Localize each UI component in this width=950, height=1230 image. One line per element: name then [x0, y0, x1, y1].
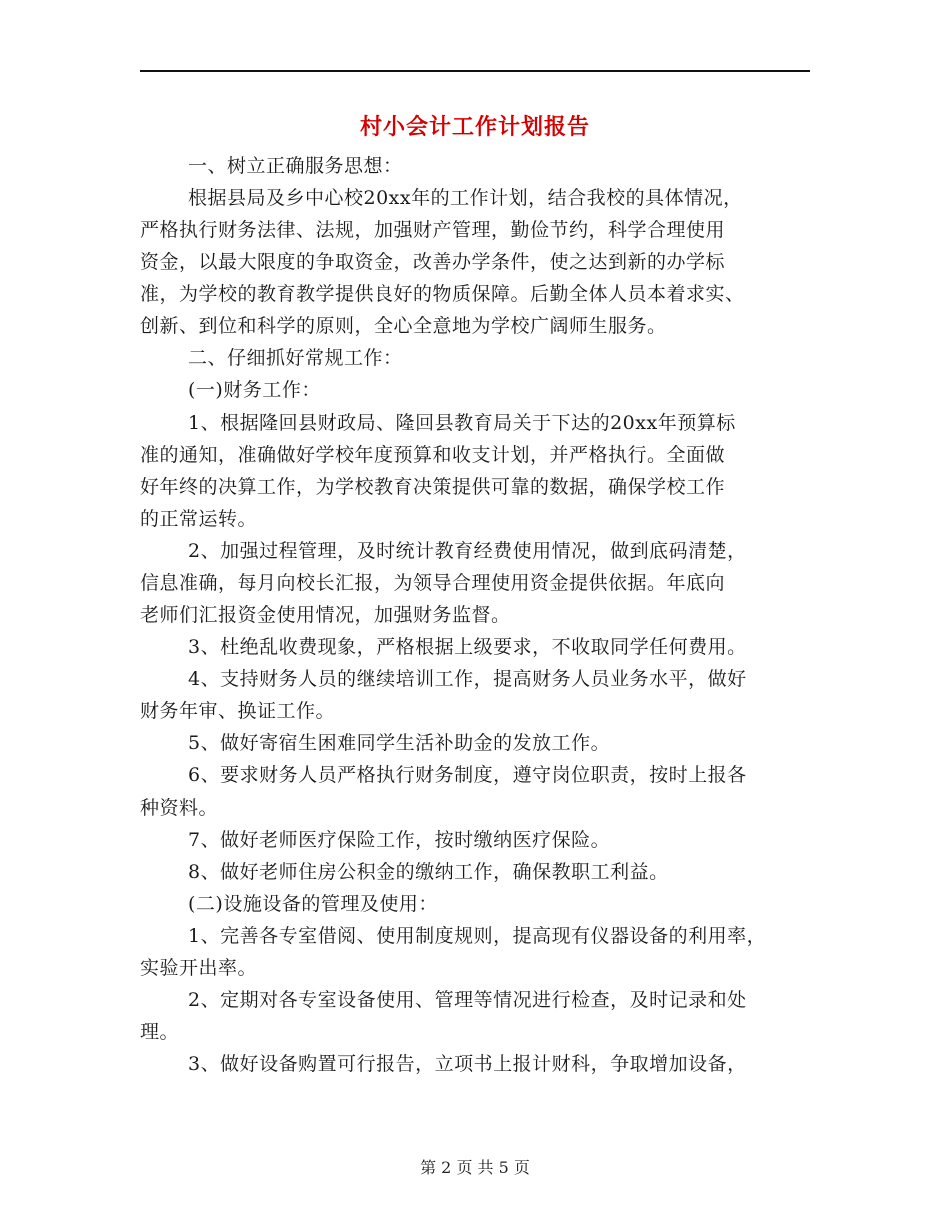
paragraph-line: 二、仔细抓好常规工作：: [188, 347, 403, 369]
paragraph-line: 财务年审、换证工作。: [140, 700, 336, 722]
paragraph-line: 4、支持财务人员的继续培训工作，提高财务人员业务水平，做好: [188, 668, 747, 690]
paragraph-line: 根据县局及乡中心校20xx年的工作计划，结合我校的具体情况，: [188, 187, 743, 209]
paragraph-line: 严格执行财务法律、法规，加强财产管理，勤俭节约，科学合理使用: [140, 219, 726, 241]
paragraph-line: (二)设施设备的管理及使用：: [188, 893, 438, 915]
header-rule: [140, 70, 810, 72]
paragraph-line: 准的通知，准确做好学校年度预算和收支计划，并严格执行。全面做: [140, 444, 726, 466]
paragraph-line: 5、做好寄宿生困难同学生活补助金的发放工作。: [188, 732, 611, 754]
paragraph-line: (一)财务工作：: [188, 379, 321, 401]
paragraph-line: 理。: [140, 1021, 180, 1043]
paragraph-line: 准，为学校的教育教学提供良好的物质保障。后勤全体人员本着求实、: [140, 283, 745, 305]
paragraph-line: 的正常运转。: [140, 508, 258, 530]
paragraph-line: 种资料。: [140, 797, 219, 819]
paragraph-line: 好年终的决算工作，为学校教育决策提供可靠的数据，确保学校工作: [140, 476, 726, 498]
document-title: 村小会计工作计划报告: [359, 115, 590, 140]
paragraph-line: 2、定期对各专室设备使用、管理等情况进行检查，及时记录和处: [188, 989, 747, 1011]
paragraph-line: 3、杜绝乱收费现象，严格根据上级要求，不收取同学任何费用。: [188, 636, 747, 658]
paragraph-line: 老师们汇报资金使用情况，加强财务监督。: [140, 604, 511, 626]
paragraph-line: 创新、到位和科学的原则，全心全意地为学校广阔师生服务。: [140, 315, 667, 337]
paragraph-line: 6、要求财务人员严格执行财务制度，遵守岗位职责，按时上报各: [188, 764, 747, 786]
paragraph-line: 1、根据隆回县财政局、隆回县教育局关于下达的20xx年预算标: [188, 412, 736, 434]
paragraph-line: 一、树立正确服务思想：: [188, 155, 403, 177]
paragraph-line: 1、完善各专室借阅、使用制度规则，提高现有仪器设备的利用率，: [188, 925, 767, 947]
paragraph-line: 资金，以最大限度的争取资金，改善办学条件，使之达到新的办学标: [140, 251, 726, 273]
paragraph-line: 3、做好设备购置可行报告，立项书上报计财科，争取增加设备，: [188, 1053, 747, 1075]
paragraph-line: 8、做好老师住房公积金的缴纳工作，确保教职工利益。: [188, 861, 669, 883]
page-number: 第 2 页 共 5 页: [420, 1158, 530, 1177]
paragraph-line: 2、加强过程管理，及时统计教育经费使用情况，做到底码清楚，: [188, 540, 747, 562]
paragraph-line: 信息准确，每月向校长汇报，为领导合理使用资金提供依据。年底向: [140, 572, 726, 594]
paragraph-line: 7、做好老师医疗保险工作，按时缴纳医疗保险。: [188, 829, 611, 851]
paragraph-line: 实验开出率。: [140, 957, 258, 979]
